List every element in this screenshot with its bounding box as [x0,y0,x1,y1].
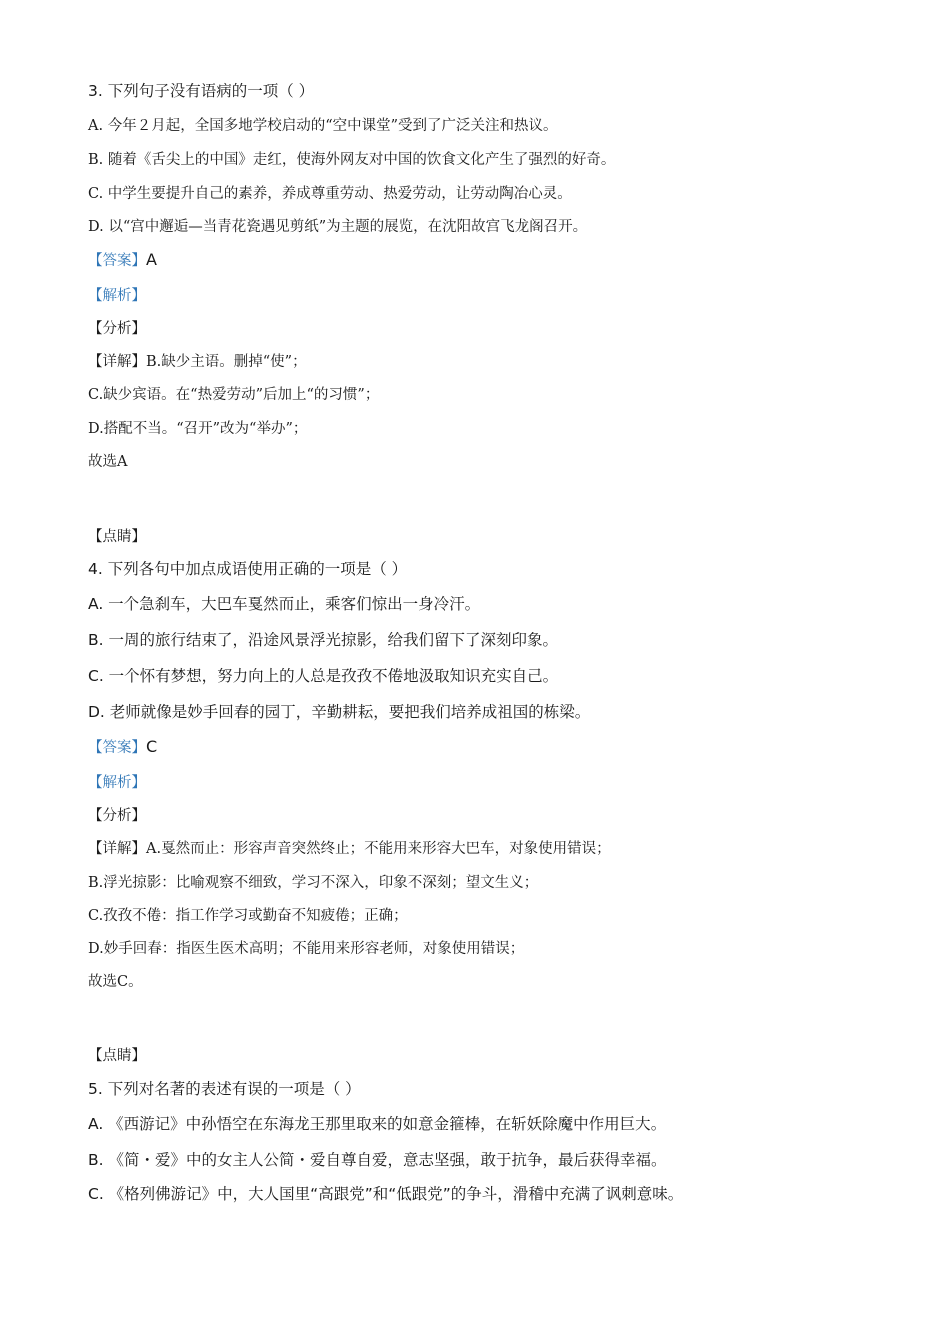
q4-detail-1: 【详解】A.戛然而止：形容声音突然终止；不能用来形容大巴车，对象使用错误； [88,841,611,857]
q3-analysis-tag: 【解析】 [88,288,146,304]
q4-detail-3: C.孜孜不倦：指工作学习或勤奋不知疲倦；正确； [88,908,408,924]
q4-option-d: D. 老师就像是妙手回春的园丁，辛勤耕耘，要把我们培养成祖国的栋梁。 [88,703,591,721]
q5-stem: 5. 下列对名著的表述有误的一项是（ ） [88,1080,361,1098]
q3-detail-3: D.搭配不当。“召开”改为“举办”； [88,421,308,437]
q5-option-a: A. 《西游记》中孙悟空在东海龙王那里取来的如意金箍棒，在斩妖除魔中作用巨大。 [88,1115,667,1133]
q4-dianjing: 【点睛】 [88,1048,146,1064]
q3-stem: 3. 下列句子没有语病的一项（ ） [88,82,315,100]
q3-detail-1: 【详解】B.缺少主语。删掉“使”； [88,354,307,370]
q3-dianjing: 【点睛】 [88,529,146,545]
q4-fenxi: 【分析】 [88,808,146,824]
q3-option-c: C. 中学生要提升自己的素养，养成尊重劳动、热爱劳动，让劳动陶冶心灵。 [88,186,572,202]
q3-option-a: A. 今年２月起，全国多地学校启动的“空中课堂”受到了广泛关注和热议。 [88,118,558,134]
q5-option-b: B. 《简・爱》中的女主人公简・爱自尊自爱，意志坚强，敢于抗争，最后获得幸福。 [88,1151,667,1169]
q3-option-b: B. 随着《舌尖上的中国》走红，使海外网友对中国的饮食文化产生了强烈的好奇。 [88,152,616,168]
q4-detail-5: 故选C。 [88,974,143,990]
q3-option-d: D. 以“宫中邂逅—当青花瓷遇见剪纸”为主题的展览，在沈阳故宫飞龙阁召开。 [88,219,588,235]
q4-detail-2: B.浮光掠影：比喻观察不细致，学习不深入，印象不深刻；望文生义； [88,875,539,891]
q4-answer-value: C [146,737,158,756]
q4-analysis-tag: 【解析】 [88,775,146,791]
q3-answer-tag: 【答案】 [88,253,146,269]
q4-option-b: B. 一周的旅行结束了，沿途风景浮光掠影，给我们留下了深刻印象。 [88,631,558,649]
q3-fenxi: 【分析】 [88,321,146,337]
q4-answer [88,737,157,758]
q3-answer [88,250,157,271]
q5-option-c: C. 《格列佛游记》中，大人国里“高跟党”和“低跟党”的争斗，滑稽中充满了讽刺意味。 [88,1185,684,1203]
q4-option-a: A. 一个急刹车，大巴车戛然而止，乘客们惊出一身冷汗。 [88,595,481,613]
q3-answer-value: A [146,250,157,269]
q4-stem: 4. 下列各句中加点成语使用正确的一项是（ ） [88,560,408,578]
q3-detail-2: C.缺少宾语。在“热爱劳动”后加上“的习惯”； [88,387,380,403]
q4-answer-tag: 【答案】 [88,740,146,756]
q4-detail-4: D.妙手回春：指医生医术高明；不能用来形容老师，对象使用错误； [88,941,525,957]
q3-detail-4: 故选A [88,454,128,470]
q4-option-c: C. 一个怀有梦想，努力向上的人总是孜孜不倦地汲取知识充实自己。 [88,667,559,685]
